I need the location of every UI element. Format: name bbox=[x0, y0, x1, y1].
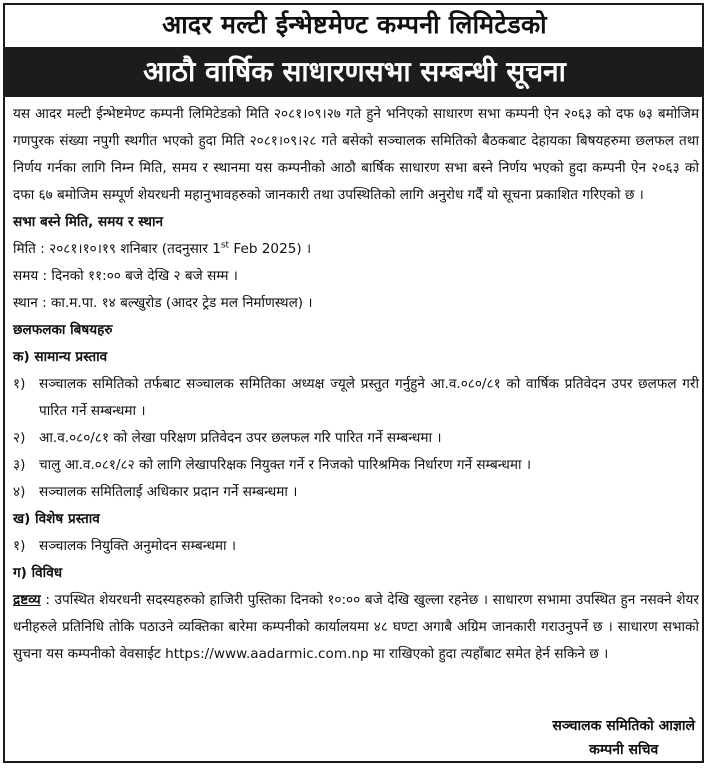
special-proposal-title: ख) विशेष प्रस्ताव bbox=[13, 511, 100, 527]
company-name: आदर मल्टी ईन्भेष्टमेण्ट कम्पनी लिमिटेडको bbox=[162, 10, 547, 39]
intro-paragraph: यस आदर मल्टी ईन्भेष्टमेण्ट कम्पनी लिमिटेडको मिति २०८१।०९।२७ गते हुने भनिएको साधारण सभा कम्पनी ऐन २०६३ को दफ ७३ बमोजिम गणपुरक संख्या नपुगी स्थगीत भएको हुदा मिति २०८१।०९।२८ गते बसेको सञ्चालक समितिको बैठकबाट देहायका बिषयहरुमा छलफल तथा निर्णय गर्नका लागि निम्न मिति, समय र स्थानमा यस कम्पनीको आठौ बार्षिक साधारण सभा बस्ने निर्णय भएको हुदा कम्पनी ऐन २०६३ को दफा ६७ बमोजिम सम्पूर्ण शेयरधनी महानुभावहरुको जानकारी तथा उपस्थितिको लागि अनुरोध गर्दैं यो सूचना प्रकाशित गरिएको छ । bbox=[13, 106, 699, 203]
notice-title: आठौ वार्षिक साधारणसभा सम्बन्धी सूचना bbox=[143, 55, 566, 88]
signature-authority: सञ्चालक समितिको आज्ञाले bbox=[552, 718, 695, 734]
notice-title-banner bbox=[5, 47, 704, 97]
agenda-item-text: सञ्चालक समितिको तर्फबाट सञ्चालक समितिका अध्यक्ष ज्यूले प्रस्तुत गर्नुहुने आ.व.०८०/८१ को वार्षिक प्रतिवेदन उपर छलफल गरी पारित गर्ने सम्बन्धमा । bbox=[39, 376, 699, 419]
misc-title: ग) विविध bbox=[13, 565, 63, 581]
note-paragraph bbox=[13, 587, 699, 668]
meeting-heading: सभा बस्ने मिति, समय र स्थान bbox=[13, 214, 164, 230]
agenda-item bbox=[13, 425, 699, 452]
agenda-item-number: १) bbox=[13, 376, 26, 392]
agenda-item-number: ४) bbox=[13, 484, 26, 500]
agenda-item bbox=[13, 371, 699, 425]
agenda-item-text: सञ्चालक समितिलाई अधिकार प्रदान गर्ने सम्बन्धमा । bbox=[39, 484, 298, 500]
meeting-date bbox=[13, 236, 699, 263]
agenda-item-text: सञ्चालक नियुक्ति अनुमोदन सम्बन्धमा । bbox=[39, 538, 237, 554]
agenda-item bbox=[13, 452, 699, 479]
meeting-date-end: Feb 2025) । bbox=[229, 241, 312, 257]
signature-block bbox=[552, 714, 695, 762]
general-proposal-title: क) सामान्य प्रस्ताव bbox=[13, 349, 108, 365]
meeting-date-ordinal: st bbox=[220, 240, 230, 251]
agenda-item-number: १) bbox=[13, 538, 26, 554]
signature-title: कम्पनी सचिव bbox=[589, 742, 659, 758]
notice-body bbox=[13, 101, 699, 668]
agenda-item bbox=[13, 479, 699, 506]
note-text: : उपस्थित शेयरधनी सदस्यहरुको हाजिरी पुस्तिका दिनको १०:०० बजे देखि खुल्ला रहनेछ । साधारण सभामा उपस्थित हुन नसक्ने शेयर धनीहरुले प्रतिनिधि तोकि पठाउने व्यक्तिका बारेमा कम्पनीको कार्यालयमा ४८ घण्टा अगाबै अग्रिम जानकारी गराउनुपर्ने छ । साधारण सभाको सुचना यस कम्पनीको वेवसाईट https://www.aadarmic.com.np मा राखिएको हुदा त्यहाँबाट समेत हेर्न सकिने छ । bbox=[13, 592, 699, 662]
note-label: द्रष्टव्य bbox=[13, 592, 41, 608]
agenda-item bbox=[13, 533, 699, 560]
meeting-place: स्थान : का.म.पा. १४ बल्खुरोड (आदर ट्रेड मल निर्माणस्थल) । bbox=[13, 295, 313, 311]
meeting-date-main: मिति : २०८१।१०।१९ शनिबार (तदनुसार 1 bbox=[13, 241, 221, 257]
agenda-item-text: आ.व.०८०/८१ को लेखा परिक्षण प्रतिवेदन उपर छलफल गरि पारित गर्ने सम्बन्धमा । bbox=[39, 430, 442, 446]
agenda-item-text: चालु आ.व.०८१/८२ को लागि लेखापरिक्षक नियुक्त गर्ने र निजको पारिश्रमिक निर्धारण गर्ने सम्बन्धमा । bbox=[39, 457, 531, 473]
agenda-item-number: ३) bbox=[13, 457, 26, 473]
agenda-item-number: २) bbox=[13, 430, 26, 446]
meeting-time: समय : दिनको ११:०० बजे देखि २ बजे सम्म । bbox=[13, 268, 238, 284]
agenda-heading: छलफलका बिषयहरु bbox=[13, 322, 113, 338]
